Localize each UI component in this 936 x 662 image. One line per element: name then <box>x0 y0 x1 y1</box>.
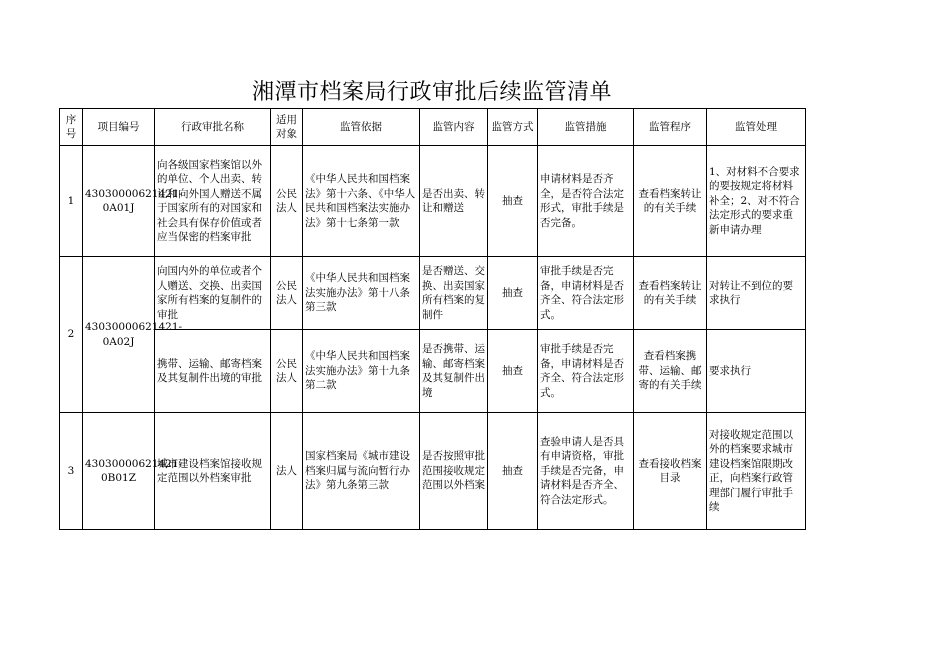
cell-seq: 3 <box>60 413 83 530</box>
cell-measures: 查验申请人是否具有申请资格，审批手续是否完备，申请材料是否齐全、符合法定形式。 <box>538 413 634 530</box>
cell-basis: 《中华人民共和国档案法》第十六条、《中华人民共和国档案法实施办法》第十七条第一款 <box>303 146 420 257</box>
cell-method: 抽查 <box>488 413 538 530</box>
cell-handling: 1、对材料不合要求的要按规定将材料补全；2、对不符合法定形式的要求重新申请办理 <box>707 146 806 257</box>
cell-content: 是否携带、运输、邮寄档案及其复制件出境 <box>420 330 488 413</box>
cell-name: 城市建设档案馆接收规定范围以外档案审批 <box>155 413 271 530</box>
table-row <box>60 257 806 330</box>
cell-code: 43030000621421-0B01Z <box>83 413 155 530</box>
cell-content: 是否按照审批范围接收规定范围以外档案 <box>420 413 488 530</box>
header-content: 监管内容 <box>420 109 488 146</box>
cell-content: 是否出卖、转让和赠送 <box>420 146 488 257</box>
cell-basis: 《中华人民共和国档案法实施办法》第十九条第二款 <box>303 330 420 413</box>
header-basis: 监管依据 <box>303 109 420 146</box>
cell-code: 43030000621421-0A02J <box>83 257 155 413</box>
supervision-table <box>59 108 806 530</box>
header-name: 行政审批名称 <box>155 109 271 146</box>
cell-name: 向国内外的单位或者个人赠送、交换、出卖国家所有档案的复制件的审批 <box>155 257 271 330</box>
cell-content: 是否赠送、交换、出卖国家所有档案的复制件 <box>420 257 488 330</box>
cell-measures: 审批手续是否完备，申请材料是否齐全、符合法定形式。 <box>538 330 634 413</box>
cell-code: 43030000621421-0A01J <box>83 146 155 257</box>
cell-handling: 对接收规定范围以外的档案要求城市建设档案馆限期改正，向档案行政管理部门履行审批手续 <box>707 413 806 530</box>
cell-handling: 要求执行 <box>707 330 806 413</box>
header-row <box>60 109 806 146</box>
header-target: 适用对象 <box>271 109 303 146</box>
page-title: 湘潭市档案局行政审批后续监管清单 <box>251 80 612 105</box>
header-handling: 监管处理 <box>707 109 806 146</box>
cell-procedure: 查看接收档案目录 <box>634 413 707 530</box>
table-row <box>60 146 806 257</box>
cell-basis: 国家档案局《城市建设档案归属与流向暂行办法》第九条第三款 <box>303 413 420 530</box>
header-seq: 序号 <box>60 109 83 146</box>
header-procedure: 监管程序 <box>634 109 707 146</box>
cell-seq: 1 <box>60 146 83 257</box>
cell-name: 向各级国家档案馆以外的单位、个人出卖、转让和向外国人赠送不属于国家所有的对国家和社会具有保存价值或者应当保密的档案审批 <box>155 146 271 257</box>
cell-target: 公民法人 <box>271 330 303 413</box>
cell-target: 公民法人 <box>271 257 303 330</box>
cell-procedure: 查看档案转让的有关手续 <box>634 146 707 257</box>
cell-measures: 申请材料是否齐全，是否符合法定形式，审批手续是否完备。 <box>538 146 634 257</box>
cell-basis: 《中华人民共和国档案法实施办法》第十八条第三款 <box>303 257 420 330</box>
cell-procedure: 查看档案携带、运输、邮寄的有关手续 <box>634 330 707 413</box>
cell-seq: 2 <box>60 257 83 413</box>
cell-method: 抽查 <box>488 146 538 257</box>
table-row <box>60 413 806 530</box>
cell-handling: 对转让不到位的要求执行 <box>707 257 806 330</box>
header-method: 监管方式 <box>488 109 538 146</box>
cell-method: 抽查 <box>488 330 538 413</box>
cell-measures: 审批手续是否完备，申请材料是否齐全、符合法定形式。 <box>538 257 634 330</box>
header-measures: 监管措施 <box>538 109 634 146</box>
cell-target: 法人 <box>271 413 303 530</box>
cell-target: 公民法人 <box>271 146 303 257</box>
table-row <box>60 330 806 413</box>
header-code: 项目编号 <box>83 109 155 146</box>
cell-name: 携带、运输、邮寄档案及其复制件出境的审批 <box>155 330 271 413</box>
cell-procedure: 查看档案转让的有关手续 <box>634 257 707 330</box>
cell-method: 抽查 <box>488 257 538 330</box>
